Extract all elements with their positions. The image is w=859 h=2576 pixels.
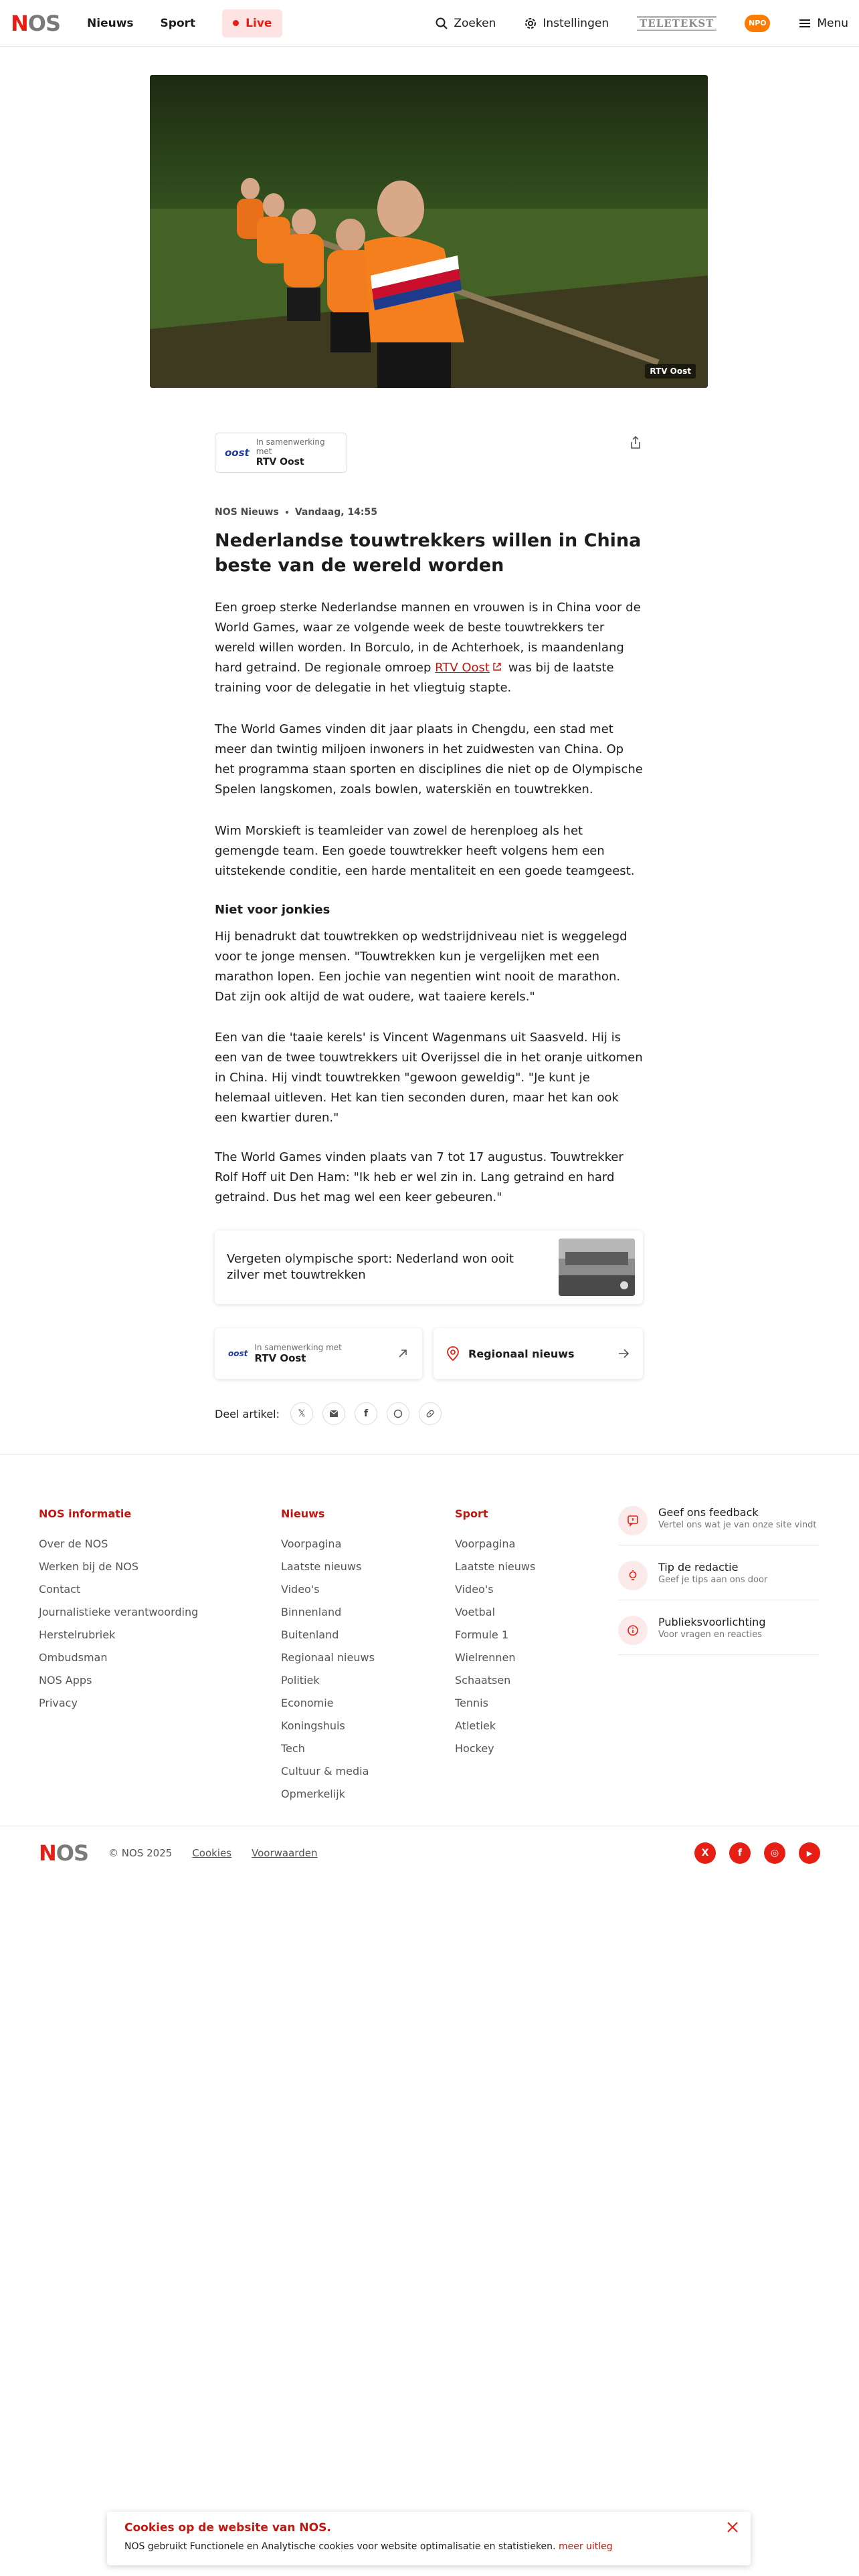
footer-link[interactable]: Over de NOS xyxy=(39,1537,108,1550)
footer-link[interactable]: Contact xyxy=(39,1583,81,1596)
footer-link[interactable]: Formule 1 xyxy=(455,1628,508,1641)
nav-nieuws[interactable]: Nieuws xyxy=(87,16,134,30)
copyright: © NOS 2025 xyxy=(108,1847,173,1859)
related-article-thumbnail xyxy=(559,1239,635,1296)
rtv-oost-link[interactable]: RTV Oost xyxy=(435,661,490,675)
article-title: Nederlandse touwtrekkers willen in China beste van de wereld worden xyxy=(215,530,642,576)
site-header xyxy=(0,0,859,47)
article-paragraph: Een groep sterke Nederlandse mannen en vrouwen is in China voor de World Games, waar ze volgende week de beste touwtrekkers ter wereld willen worden. In Borculo, in de Achterhoek, is maandenlang hard getraind. De regionale omroep RTV Oost was bij de laatste training voor de delegatie in het vliegtuig stapte. xyxy=(215,601,641,695)
footer-link[interactable]: Economie xyxy=(281,1697,334,1709)
instagram-social-button[interactable] xyxy=(764,1842,785,1864)
copy-link-button[interactable] xyxy=(419,1402,442,1425)
external-link-icon xyxy=(492,662,502,671)
footer-link[interactable]: Laatste nieuws xyxy=(281,1560,362,1573)
hero-image xyxy=(150,75,708,388)
nos-logo[interactable]: N OS xyxy=(11,10,61,36)
voorwaarden-link[interactable]: Voorwaarden xyxy=(252,1847,318,1859)
footer-link[interactable]: Ombudsman xyxy=(39,1651,108,1664)
footer-link[interactable]: Binnenland xyxy=(281,1606,342,1618)
footer-link[interactable]: Tennis xyxy=(455,1697,488,1709)
share-email-button[interactable] xyxy=(322,1402,345,1425)
mail-icon xyxy=(329,1410,339,1418)
footer-link[interactable]: Atletiek xyxy=(455,1719,496,1732)
hero-caption: RTV Oost xyxy=(645,364,696,379)
footer-link[interactable]: Voorpagina xyxy=(455,1537,516,1550)
feedback-link[interactable]: Geef ons feedback Vertel ons wat je van onze site vindt xyxy=(618,1506,819,1545)
nos-logo[interactable]: NOS xyxy=(39,1840,89,1866)
x-icon: 𝕏 xyxy=(298,1408,306,1419)
close-icon[interactable] xyxy=(724,2518,741,2536)
partner-link-card[interactable]: oost In samenwerking met RTV Oost xyxy=(215,1328,422,1379)
external-arrow-icon xyxy=(397,1348,409,1360)
footer-link[interactable]: Buitenland xyxy=(281,1628,339,1641)
footer-link[interactable]: Voetbal xyxy=(455,1606,496,1618)
footer-link[interactable]: Privacy xyxy=(39,1697,78,1709)
tip-redactie-link[interactable]: Tip de redactie Geef je tips aan ons door xyxy=(618,1561,819,1600)
footer-divider xyxy=(0,1454,859,1455)
footer-col-nos-informatie: NOS informatie Over de NOS Werken bij de NOS Contact Journalistieke verantwoording Herstelrubriek Ombudsman NOS Apps Privacy xyxy=(39,1507,198,1715)
article-paragraph: The World Games vinden dit jaar plaats in Chengdu, een stad met meer dan twintig miljoen inwoners in het zuidwesten van China. Op het programma staan sporten en disciplines die niet op de Olympische Spelen langskomen, zoals bowlen, waterskiën en touwtrekken. xyxy=(215,722,643,796)
article-paragraph: Hij benadrukt dat touwtrekken op wedstrijdniveau niet is weggelegd voor te jonge mensen. "Touwtrekken kun je vergelijken met een marathon lopen. Een jochie van negentien wint nooit de marathon. Dat zijn ook altijd de wat oudere, wat taaiere kerels." xyxy=(215,930,628,1004)
footer-link[interactable]: Video's xyxy=(281,1583,320,1596)
cookie-title: Cookies op de website van NOS. xyxy=(124,2521,331,2535)
article-paragraph: Een van die 'taaie kerels' is Vincent Wagenmans uit Saasveld. Hij is een van de twee touwtrekkers uit Overijssel die in het oranje uitkomen in China. Hij vindt touwtrekken "gewoon geweldig". "Je kunt je helemaal uitleven. Het kan tien seconden duren, maar het kan ook een kwartier duren." xyxy=(215,1031,643,1125)
share-facebook-button[interactable] xyxy=(355,1402,377,1425)
lightbulb-icon xyxy=(618,1561,648,1590)
teletekst-link[interactable]: TELETEKST xyxy=(637,16,717,31)
share-x-button[interactable] xyxy=(290,1402,313,1425)
footer-link[interactable]: Politiek xyxy=(281,1674,320,1687)
x-social-button[interactable] xyxy=(694,1842,716,1864)
footer-link[interactable]: Opmerkelijk xyxy=(281,1788,345,1800)
footer-link[interactable]: Hockey xyxy=(455,1742,494,1755)
feedback-icon xyxy=(618,1506,648,1535)
footer-link[interactable]: Regionaal nieuws xyxy=(281,1651,375,1664)
facebook-social-button[interactable] xyxy=(729,1842,751,1864)
cookies-link[interactable]: Cookies xyxy=(192,1847,232,1859)
facebook-icon: f xyxy=(737,1848,743,1858)
footer-link[interactable]: Laatste nieuws xyxy=(455,1560,536,1573)
footer-link[interactable]: Video's xyxy=(455,1583,494,1596)
publieksvoorlichting-link[interactable]: Publieksvoorlichting Voor vragen en reacties xyxy=(618,1616,819,1655)
npo-link[interactable]: NPO xyxy=(745,15,770,32)
article-source: NOS Nieuws xyxy=(215,507,279,518)
footer-link[interactable]: Schaatsen xyxy=(455,1674,511,1687)
related-article-card[interactable] xyxy=(215,1230,643,1304)
footer-link[interactable]: Journalistieke verantwoording xyxy=(39,1606,199,1618)
footer-link[interactable]: Wielrennen xyxy=(455,1651,516,1664)
hamburger-icon xyxy=(798,17,812,30)
footer-link[interactable]: Koningshuis xyxy=(281,1719,345,1732)
footer-bottom-bar xyxy=(39,1840,820,1866)
arrow-right-icon xyxy=(617,1348,630,1360)
youtube-icon: ▶ xyxy=(806,1848,813,1858)
share-label: Deel artikel: xyxy=(215,1407,280,1420)
share-row xyxy=(215,1402,451,1425)
live-button[interactable]: Live xyxy=(222,9,282,37)
location-pin-icon xyxy=(447,1346,459,1361)
share-whatsapp-button[interactable] xyxy=(387,1402,409,1425)
nav-sport[interactable]: Sport xyxy=(160,16,196,30)
footer-link[interactable]: Tech xyxy=(281,1742,305,1755)
cookie-more-link[interactable]: meer uitleg xyxy=(558,2541,613,2552)
footer-link[interactable]: NOS Apps xyxy=(39,1674,92,1687)
article-subheading: Niet voor jonkies xyxy=(215,903,330,917)
regional-news-card[interactable]: Regionaal nieuws xyxy=(434,1328,643,1379)
related-article-title: Vergeten olympische sport: Nederland won ooit zilver met touwtrekken xyxy=(227,1252,514,1282)
article-paragraph: Wim Morskieft is teamleider van zowel de herenploeg als het gemengde team. Een goede touwtrekker heeft volgens hem een uitstekende conditie, een harde mentaliteit en een goede teamgeest. xyxy=(215,824,635,878)
menu-button[interactable]: Menu xyxy=(798,17,848,30)
youtube-social-button[interactable] xyxy=(799,1842,820,1864)
partner-badge[interactable]: oost In samenwerking met RTV Oost xyxy=(215,433,347,473)
instagram-icon: ◎ xyxy=(770,1848,779,1858)
article-time: Vandaag, 14:55 xyxy=(294,507,378,518)
footer-link[interactable]: Werken bij de NOS xyxy=(39,1560,139,1573)
cookie-banner xyxy=(107,2512,751,2565)
whatsapp-icon xyxy=(393,1409,403,1418)
footer-link[interactable]: Cultuur & media xyxy=(281,1765,369,1778)
facebook-icon: f xyxy=(363,1408,369,1419)
footer-link[interactable]: Herstelrubriek xyxy=(39,1628,116,1641)
search-button[interactable]: Zoeken xyxy=(435,17,496,30)
footer-link[interactable]: Voorpagina xyxy=(281,1537,342,1550)
article-paragraph: The World Games vinden plaats van 7 tot 17 augustus. Touwtrekker Rolf Hoff uit Den Ham: "Ik heb er wel zin in. Lang getraind en hard getraind. Dus het mag wel een keer gebeuren." xyxy=(215,1150,624,1204)
footer-col-nieuws: Nieuws Voorpagina Laatste nieuws Video's Binnenland Buitenland Regionaal nieuws Politiek Economie Koningshuis Tech Cultuur & media Opmerkelijk xyxy=(281,1507,375,1806)
info-icon xyxy=(618,1616,648,1645)
article-meta xyxy=(215,507,643,518)
live-dot-icon xyxy=(233,20,239,26)
rtv-oost-logo: oost xyxy=(228,1349,248,1358)
settings-button[interactable]: Instellingen xyxy=(524,17,609,30)
search-icon xyxy=(435,17,448,30)
link-icon xyxy=(425,1409,435,1418)
share-icon[interactable] xyxy=(628,435,644,451)
rtv-oost-logo: oost xyxy=(225,447,250,459)
gear-icon xyxy=(524,17,537,30)
cookie-text: NOS gebruikt Functionele en Analytische cookies voor website optimalisatie en statistieken. meer uitleg xyxy=(124,2541,613,2552)
x-icon: X xyxy=(701,1848,709,1858)
footer-col-sport: Sport Voorpagina Laatste nieuws Video's Voetbal Formule 1 Wielrennen Schaatsen Tennis Atletiek Hockey xyxy=(455,1507,535,1760)
